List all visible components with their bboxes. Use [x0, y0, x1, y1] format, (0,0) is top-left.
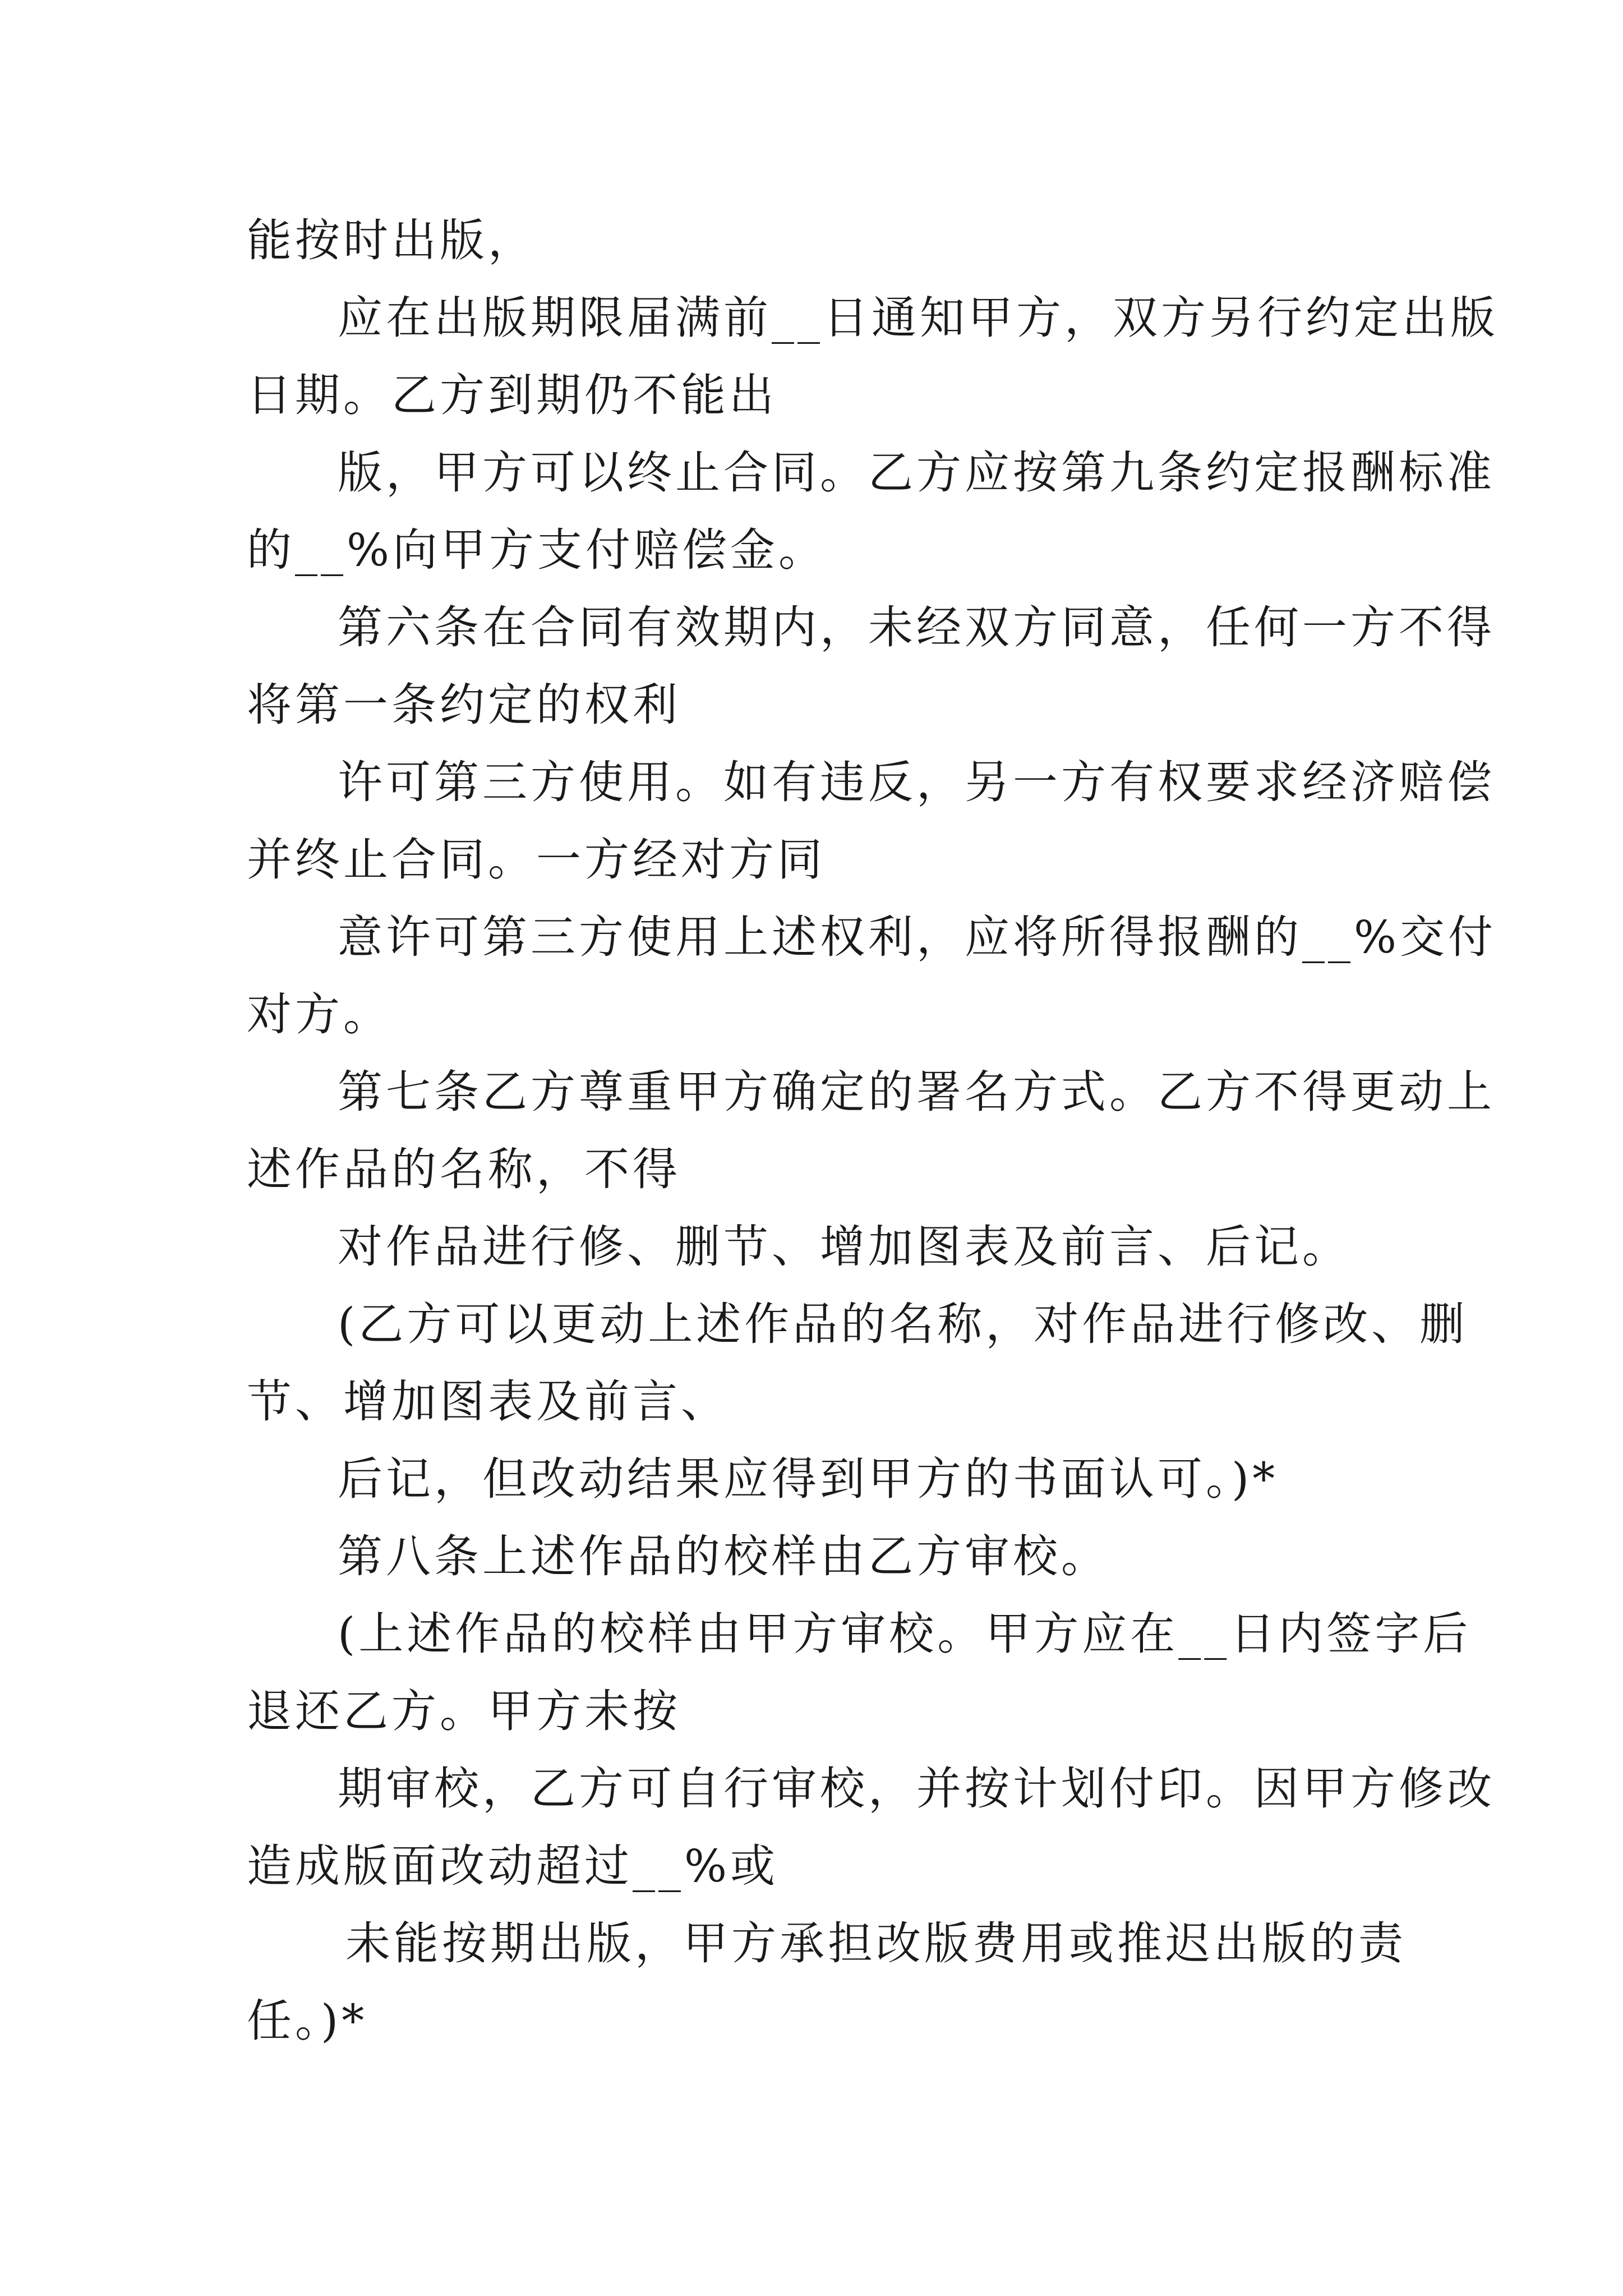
text-line: 任。)* — [247, 1995, 368, 2047]
text-line: 能按时出版， — [247, 214, 536, 266]
text-line: 期审校，乙方可自行审校，并按计划付印。因甲方修改 — [338, 1763, 1495, 1815]
text-line: 第六条在合同有效期内，未经双方同意，任何一方不得 — [338, 601, 1495, 654]
text-line: (上述作品的校样由甲方审校。甲方应在__日内签字后 — [338, 1608, 1472, 1660]
text-line: 将第一条约定的权利 — [247, 679, 681, 731]
text-line: 后记，但改动结果应得到甲方的书面认可。)* — [338, 1453, 1279, 1505]
text-line: 意许可第三方使用上述权利，应将所得报酬的__%交付 — [338, 911, 1497, 963]
text-line: 述作品的名称，不得 — [247, 1143, 681, 1195]
text-line: 节、增加图表及前言、 — [247, 1375, 729, 1428]
text-line: 应在出版期限届满前__日通知甲方，双方另行约定出版 — [338, 292, 1498, 344]
document-body — [247, 202, 1498, 2060]
text-line: 第七条乙方尊重甲方确定的署名方式。乙方不得更动上 — [338, 1066, 1495, 1118]
text-line: 并终止合同。一方经对方同 — [247, 834, 826, 886]
text-line: 未能按期出版，甲方承担改版费用或推迟出版的责 — [345, 1917, 1407, 1970]
text-line: (乙方可以更动上述作品的名称，对作品进行修改、删 — [338, 1298, 1468, 1350]
text-line: 日期。乙方到期仍不能出 — [247, 369, 777, 421]
text-line: 第八条上述作品的校样由乙方审校。 — [338, 1530, 1109, 1582]
text-line: 许可第三方使用。如有违反，另一方有权要求经济赔偿 — [338, 756, 1495, 808]
text-line: 对作品进行修、删节、增加图表及前言、后记。 — [338, 1221, 1350, 1273]
text-line: 对方。 — [247, 988, 391, 1041]
text-line: 版，甲方可以终止合同。乙方应按第九条约定报酬标准 — [338, 447, 1495, 499]
text-line: 的__%向甲方支付赔偿金。 — [247, 524, 827, 576]
text-line: 退还乙方。甲方未按 — [247, 1685, 681, 1737]
text-line: 造成版面改动超过__%或 — [247, 1840, 779, 1892]
